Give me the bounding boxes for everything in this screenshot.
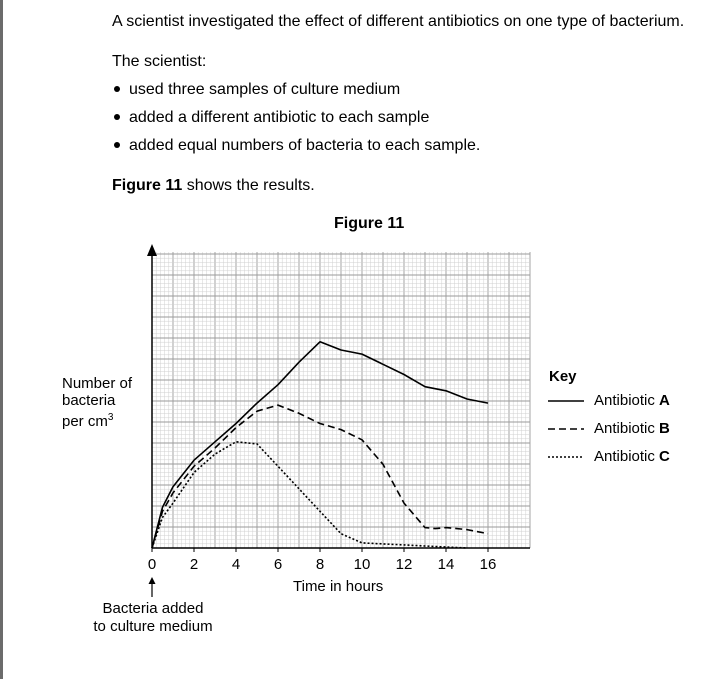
y-axis-label	[62, 375, 132, 430]
x-tick-label: 8	[315, 556, 325, 573]
dotted-line-swatch	[548, 456, 588, 460]
figure-reference-bold: Figure 11	[112, 177, 183, 194]
key-item-b	[548, 420, 698, 438]
y-axis-label-unit: per cm	[62, 413, 108, 430]
y-axis-label-exponent: 3	[107, 412, 114, 423]
figure-title: Figure 11	[334, 215, 405, 232]
start-annotation-line: Bacteria added	[102, 600, 204, 617]
question-intro: A scientist investigated the effect of different antibiotics on one type of bacterium.	[112, 13, 685, 30]
x-axis-label: Time in hours	[293, 578, 384, 595]
x-tick-label: 2	[189, 556, 199, 573]
start-annotation	[80, 600, 226, 636]
x-tick-label: 12	[395, 556, 413, 573]
key-label: Antibiotic B	[594, 420, 670, 437]
series-line-antibiotic-c	[152, 442, 467, 548]
method-item: used three samples of culture medium	[112, 80, 480, 108]
solid-line-swatch	[548, 400, 588, 404]
x-tick-label: 6	[273, 556, 283, 573]
x-tick-label: 14	[437, 556, 455, 573]
figure-reference-rest: shows the results.	[182, 177, 315, 194]
x-tick-label: 0	[147, 556, 157, 573]
question-lead: The scientist:	[112, 53, 207, 70]
start-annotation-line: to culture medium	[93, 618, 213, 635]
method-item: added equal numbers of bacteria to each sample.	[112, 136, 480, 164]
y-axis-label-line	[62, 409, 132, 430]
dashed-line-swatch	[548, 428, 588, 432]
y-axis-label-line: Number of	[62, 375, 133, 392]
key-label: Antibiotic A	[594, 392, 670, 409]
key-title: Key	[549, 368, 577, 385]
method-item: added a different antibiotic to each sample	[112, 108, 480, 136]
y-axis-label-line: bacteria	[62, 392, 116, 409]
key-label: Antibiotic C	[594, 448, 670, 465]
x-tick-label: 16	[479, 556, 497, 573]
key-item-c	[548, 448, 698, 466]
key-item-a	[548, 392, 698, 410]
start-arrow-head	[149, 577, 156, 584]
y-axis-arrowhead	[147, 244, 157, 256]
x-tick-label: 4	[231, 556, 241, 573]
x-tick-label: 10	[353, 556, 371, 573]
